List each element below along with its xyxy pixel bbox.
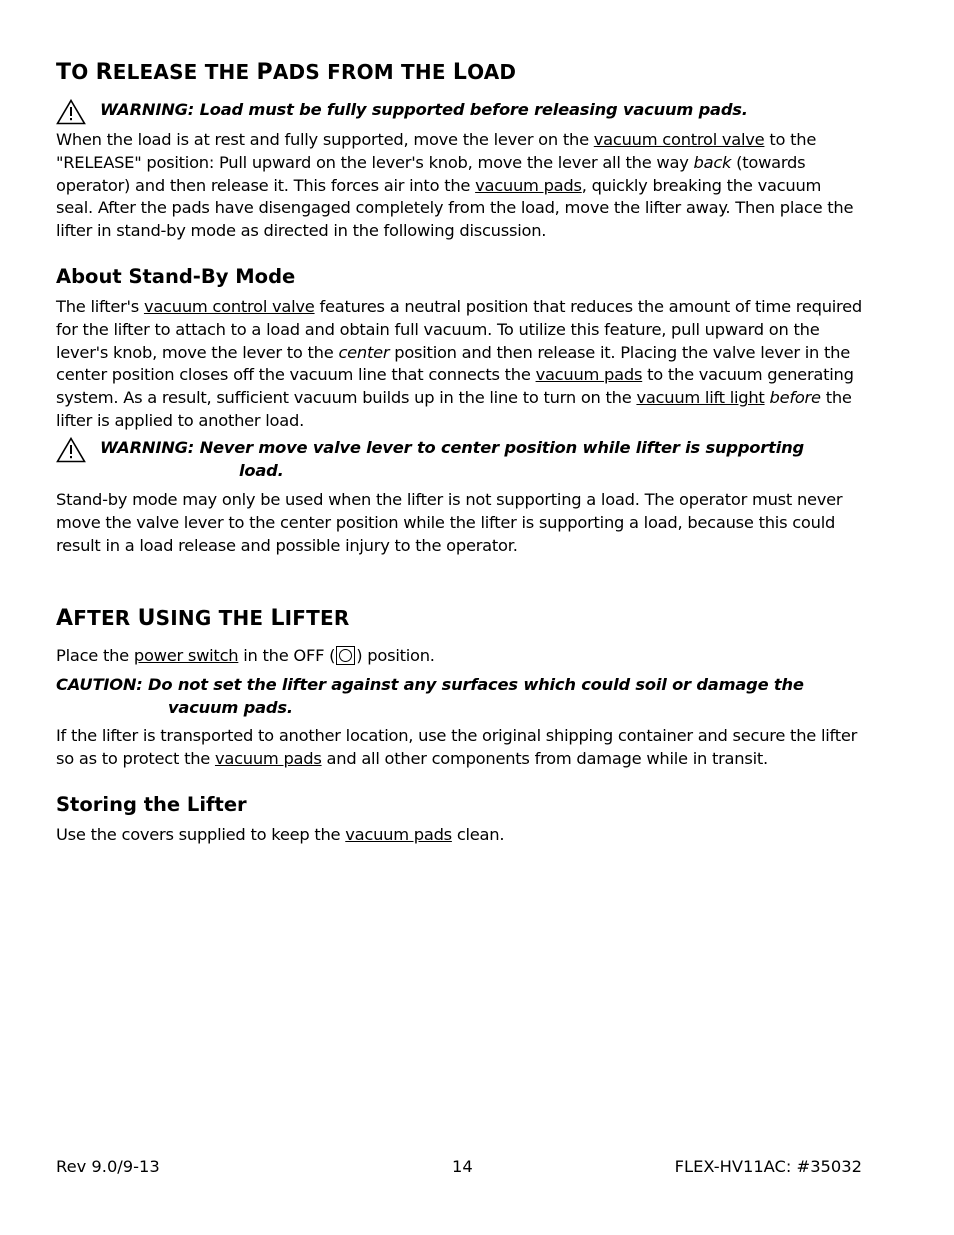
caution-surfaces: [56, 674, 862, 720]
caution-text-line1: CAUTION: Do not set the lifter against any surfaces which could soil or damage the: [56, 675, 804, 694]
heading-storing-the-lifter: Storing the Lifter: [56, 793, 247, 816]
stand-by-caution-paragraph: Stand-by mode may only be used when the lifter is not supporting a load. The operator must never move the valve lever to the center position while the lifter is supporting a load, because this could result in a load release and possible injury to the operator.: [56, 490, 843, 555]
link-vacuum-pads[interactable]: vacuum pads: [535, 365, 643, 385]
power-off-symbol-icon: [336, 646, 355, 665]
warning-triangle-icon: [56, 437, 86, 463]
link-vacuum-control-valve[interactable]: vacuum control valve: [593, 130, 765, 149]
warning-release: [56, 99, 862, 123]
link-vacuum-pads[interactable]: vacuum pads: [475, 175, 582, 195]
footer-page-number: 14: [452, 1157, 473, 1176]
transport-paragraph: If the lifter is transported to another location, use the original shipping container and secure the lifter so as to protect the vacuum pads and all other components from damage while in transit.: [56, 726, 858, 768]
link-vacuum-pads[interactable]: vacuum pads: [214, 748, 322, 768]
link-vacuum-pads[interactable]: vacuum pads: [345, 825, 452, 844]
link-vacuum-control-valve[interactable]: vacuum control valve: [143, 297, 315, 316]
link-power-switch[interactable]: power switch: [133, 646, 239, 665]
section-title-after-using-lifter: AFTER USING THE LIFTER: [56, 606, 350, 631]
warning-text-line1: WARNING: Never move valve lever to center position while lifter is supporting: [100, 438, 804, 457]
footer-model-number: FLEX-HV11AC: #35032: [674, 1157, 862, 1176]
section-title-release-pads: TO RELEASE THE PADS FROM THE LOAD: [56, 60, 517, 85]
storing-paragraph: Use the covers supplied to keep the vacuum pads clean.: [56, 825, 505, 844]
warning-text-line2: load.: [239, 460, 284, 480]
warning-text: WARNING: Load must be fully supported before releasing vacuum pads.: [100, 100, 748, 119]
caution-text-line2: vacuum pads.: [168, 697, 293, 717]
warning-triangle-icon: [56, 99, 86, 125]
release-paragraph: When the load is at rest and fully supported, move the lever on the vacuum control valve to the "RELEASE" position: Pull upward on the lever's knob, move the lever all the way back (towards operator) and then release it. This forces air into the vacuum pads, quickly breaking the vacuum seal. After the pads have disengaged completely from the load, move the lifter away. Then place the lifter in stand-by mode as directed in the following discussion.: [56, 130, 854, 241]
stand-by-paragraph: The lifter's vacuum control valve features a neutral position that reduces the amount of time required for the lifter to attach to a load and obtain full vacuum. To utilize this feature, pull upward on the lever's knob, move the lever to the center position and then release it. Placing the valve lever in the center position closes off the vacuum line that connects the vacuum pads to the vacuum generating system. As a result, sufficient vacuum builds up in the line to turn on the vacuum lift light before the lifter is applied to another load.: [56, 297, 862, 430]
power-off-paragraph: Place the power switch in the OFF ( ) position.: [56, 646, 435, 665]
footer-revision: Rev 9.0/9-13: [56, 1157, 160, 1176]
link-vacuum-lift-light[interactable]: vacuum lift light: [636, 388, 765, 408]
heading-about-stand-by-mode: About Stand-By Mode: [56, 265, 296, 288]
warning-center-position: [56, 437, 862, 483]
